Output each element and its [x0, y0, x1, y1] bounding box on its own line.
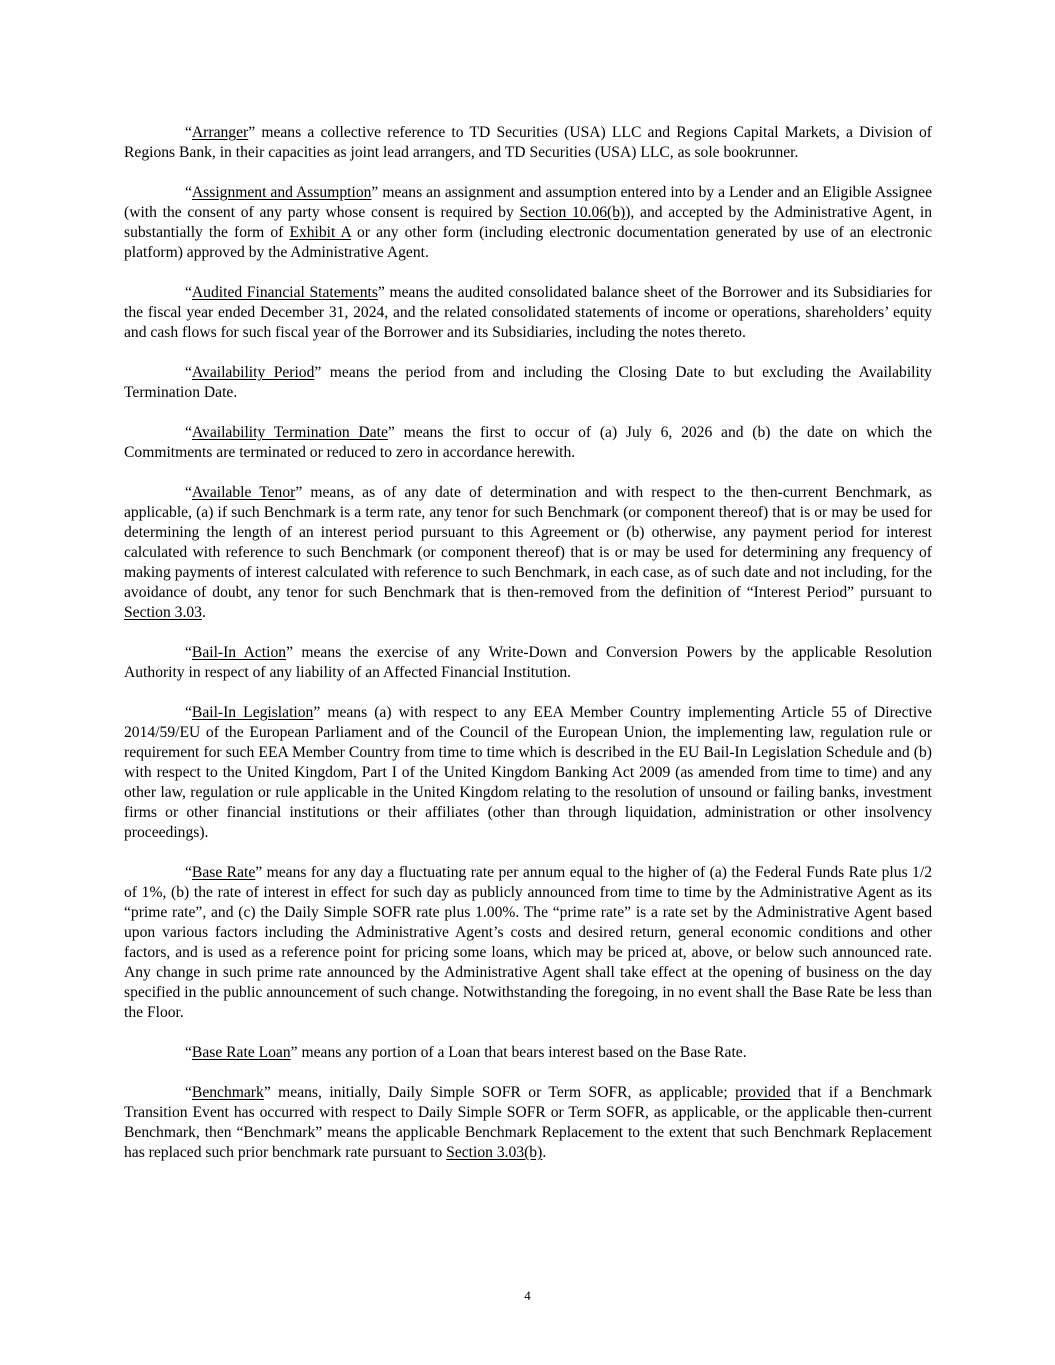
section-reference: Section 3.03(b): [446, 1144, 543, 1161]
exhibit-reference: Exhibit A: [289, 224, 351, 241]
defined-term: Bail-In Action: [191, 644, 287, 661]
section-reference: Section 3.03: [124, 604, 202, 621]
defined-term: Availability Termination Date: [191, 424, 388, 441]
proviso-term: provided: [735, 1084, 791, 1101]
definition-assignment-and-assumption: “Assignment and Assumption” means an assignment and assumption entered into by a Lender and an Eligible Assignee (with the consent of any party whose consent is required by Section 10.06(b)), and accepted by the Administrative Agent, in substantially the form of Exhibit A or any other form (including electronic documentation generated by use of an electronic platform) approved by the Administrative Agent.: [124, 184, 932, 261]
definition-availability-termination-date: “Availability Termination Date” means the first to occur of (a) July 6, 2026 and (b) the date on which the Commitments are terminated or reduced to zero in accordance herewith.: [124, 424, 932, 461]
definition-availability-period: “Availability Period” means the period from and including the Closing Date to but excluding the Availability Termination Date.: [124, 364, 932, 401]
defined-term: Bail-In Legislation: [191, 704, 314, 721]
defined-term: Audited Financial Statements: [191, 284, 378, 301]
document-body: [124, 123, 932, 1183]
defined-term: Available Tenor: [191, 484, 296, 501]
definition-benchmark: “Benchmark” means, initially, Daily Simple SOFR or Term SOFR, as applicable; provided that if a Benchmark Transition Event has occurred with respect to Daily Simple SOFR or Term SOFR, as applicable, or the applicable then-current Benchmark, then “Benchmark” means the applicable Benchmark Replacement to the extent that such Benchmark Replacement has replaced such prior benchmark rate pursuant to Section 3.03(b).: [124, 1084, 932, 1161]
definition-arranger: “Arranger” means a collective reference to TD Securities (USA) LLC and Regions Capital Markets, a Division of Regions Bank, in their capacities as joint lead arrangers, and TD Securities (USA) LLC, as sole bookrunner.: [124, 124, 932, 161]
defined-term: Availability Period: [191, 364, 315, 381]
defined-term: Base Rate Loan: [191, 1044, 291, 1061]
definition-base-rate-loan: “Base Rate Loan” means any portion of a Loan that bears interest based on the Base Rate.: [185, 1044, 747, 1061]
definition-bail-in-action: “Bail-In Action” means the exercise of any Write-Down and Conversion Powers by the applicable Resolution Authority in respect of any liability of an Affected Financial Institution.: [124, 644, 932, 681]
defined-term: Benchmark: [191, 1084, 264, 1101]
definition-base-rate: “Base Rate” means for any day a fluctuating rate per annum equal to the higher of (a) the Federal Funds Rate plus 1/2 of 1%, (b) the rate of interest in effect for such day as publicly announced from time to time by the Administrative Agent as its “prime rate”, and (c) the Daily Simple SOFR rate plus 1.00%. The “prime rate” is a rate set by the Administrative Agent based upon various factors including the Administrative Agent’s costs and desired return, general economic conditions and other factors, and is used as a reference point for pricing some loans, which may be priced at, above, or below such announced rate. Any change in such prime rate announced by the Administrative Agent shall take effect at the opening of business on the day specified in the public announcement of such change. Notwithstanding the foregoing, in no event shall the Base Rate be less than the Floor.: [124, 864, 932, 1021]
section-reference: Section 10.06(b): [519, 204, 626, 221]
defined-term: Assignment and Assumption: [191, 184, 372, 201]
defined-term: Base Rate: [191, 864, 256, 881]
definition-bail-in-legislation: “Bail-In Legislation” means (a) with respect to any EEA Member Country implementing Article 55 of Directive 2014/59/EU of the European Parliament and of the Council of the European Union, the implementing law, regulation rule or requirement for such EEA Member Country from time to time which is described in the EU Bail-In Legislation Schedule and (b) with respect to the United Kingdom, Part I of the United Kingdom Banking Act 2009 (as amended from time to time) and any other law, regulation or rule applicable in the United Kingdom relating to the resolution of unsound or failing banks, investment firms or other financial institutions or their affiliates (other than through liquidation, administration or other insolvency proceedings).: [124, 704, 932, 841]
page-number: 4: [524, 1288, 531, 1303]
defined-term: Arranger: [191, 124, 249, 141]
definition-available-tenor: “Available Tenor” means, as of any date of determination and with respect to the then-current Benchmark, as applicable, (a) if such Benchmark is a term rate, any tenor for such Benchmark (or component thereof) that is or may be used for determining the length of an interest period pursuant to this Agreement or (b) otherwise, any payment period for interest calculated with reference to such Benchmark (or component thereof) that is or may be used for determining any frequency of making payments of interest calculated with reference to such Benchmark, in each case, as of such date and not including, for the avoidance of doubt, any tenor for such Benchmark that is then-removed from the definition of “Interest Period” pursuant to Section 3.03.: [124, 484, 932, 621]
definition-audited-financial-statements: “Audited Financial Statements” means the audited consolidated balance sheet of the Borrower and its Subsidiaries for the fiscal year ended December 31, 2024, and the related consolidated statements of income or operations, shareholders’ equity and cash flows for such fiscal year of the Borrower and its Subsidiaries, including the notes thereto.: [124, 284, 932, 341]
